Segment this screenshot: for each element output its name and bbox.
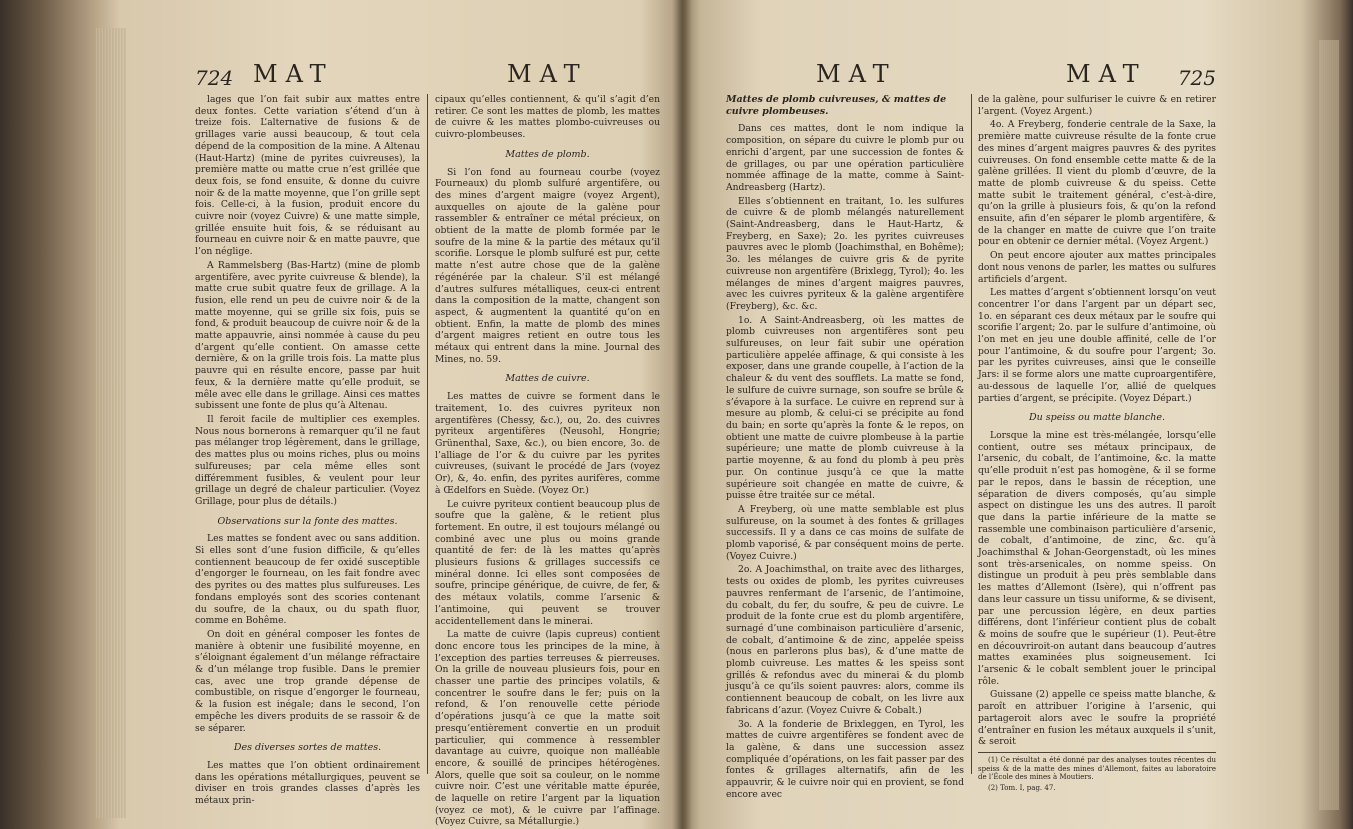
book-gutter <box>672 0 692 829</box>
column-rule <box>971 94 972 774</box>
running-title: MAT <box>816 60 897 88</box>
paragraph: Les mattes de cuivre se forment dans le traitement, 1o. des cuivres pyriteux non argentifères (Chessy, &c.), ou, 2o. des cuivres pyriteux argentifères (Neusohl, Hongrie; Grünenthal, Saxe, &c.), ou bien encore, 3o. de l’alliage de l’or & du cuivre par les pyrites cuivreuses, (suivant le procédé de Jars (voyez Or), &, 4o. enfin, des pyrites aurifères, comme à Œdelfors en Suède. (Voyez Or.) <box>435 391 660 496</box>
page-number: 724 <box>195 66 234 90</box>
column-rule <box>427 94 428 774</box>
paragraph: A Rammelsberg (Bas-Hartz) (mine de plomb argentifère, avec pyrite cuivreuse & blende), la matte crue subit quatre feux de grillage. A la fusion, elle rend un peu de cuivre noir & de la matte moyenne, qui se grille six fois, puis se fond, & produit beaucoup de cuivre noir & de la matte appauvrie, ainsi nommée à cause du peu d’argent qu’elle contient. On amasse cette dernière, & on la grille trois fois. La matte plus pauvre qui en résulte encore, passe par huit feux, & la dernière matte qu’elle produit, se mêle avec elle dans le grillage. Ainsi ces mattes subissent une fonte de plus qu’à Altenau. <box>195 259 420 412</box>
page-number: 725 <box>1177 66 1216 90</box>
section-heading: Observations sur la fonte des mattes. <box>217 515 398 527</box>
section-heading: Des diverses sortes de mattes. <box>233 742 382 754</box>
page-edges-left <box>96 28 126 818</box>
running-title: MAT <box>507 60 588 88</box>
footnotes <box>978 752 1216 792</box>
right-page <box>726 60 1216 800</box>
paragraph: Elles s’obtiennent en traitant, 1o. les sulfures de cuivre & de plomb mélangés naturellement (Saint-Andreasberg, dans le Haut-Hartz, & Freyberg, en Saxe); 2o. les pyrites cuivreuses pauvres avec le plomb (Joachimsthal, en Bohême); 3o. les mélanges de cuivre gris & de pyrite cuivreuse non argentifère (Brixlegg, Tyrol); 4o. les mélanges de mines d’argent maigres pauvres, avec les cuivres pyriteux & la galène argentifère (Freyberg), &c. &c. <box>726 195 964 312</box>
running-title: MAT <box>253 60 334 88</box>
paragraph: Guissane (2) appelle ce speiss matte blanche, & paroît en attribuer l’origine à l’arsenic, qui partageroit alors avec le soufre la propriété d’entraîner en fusion les métaux auxquels il s’unit, & seroit <box>978 689 1216 748</box>
section-heading: Mattes de plomb. <box>505 148 590 160</box>
paragraph: Dans ces mattes, dont le nom indique la composition, on sépare du cuivre le plomb pur ou enrichi d’argent, par une succession de fontes & de grillages, ou par une opération particulière nommée affinage de la matte, comme à Saint-Andreasberg (Hartz). <box>726 123 964 193</box>
section-heading: Mattes de cuivre. <box>505 373 590 385</box>
paragraph: Si l’on fond au fourneau courbe (voyez Fourneaux) du plomb sulfuré argentifère, ou des mines d’argent maigre (voyez Argent), auxquelles on ajoute de la galène pour rassembler & entraîner ce métal précieux, on obtient de la matte de plomb formée par le soufre de la mine & la partie des métaux qu’il scorifie. Lorsque le plomb sulfuré est pur, cette matte n’est autre chose que de la galène régénérée par la chaleur. S’il est mélangé d’autres sulfures métalliques, ceux-ci entrent dans la composition de la matte, changent son aspect, & augmentent la quantité qu’on en obtient. Enfin, la matte de plomb des mines d’argent maigres retient en outre tous les métaux qui entrent dans la mine. Journal des Mines, no. 59. <box>435 166 660 365</box>
section-heading: Du speiss ou matte blanche. <box>1029 412 1165 424</box>
text-column <box>435 94 660 828</box>
paragraph: 2o. A Joachimsthal, on traite avec des litharges, tests ou oxides de plomb, les pyrites cuivreuses pauvres renfermant de l’arsenic, de l’antimoine, du cobalt, du fer, du soufre, & peu de cuivre. Le produit de la fonte crue est du plomb argentifère, surnagé d’une combinaison particulière d’arsenic, de cobalt, d’antimoine & de zinc, appelée speiss (nous en parlerons plus bas), & d’une matte de plomb cuivreuse. Les mattes & les speiss sont grillés & refondus avec du minerai & du plomb jusqu’à ce qu’ils soient pauvres: alors, comme ils contiennent beaucoup de cobalt, on les livre aux fabricans d’azur. (Voyez Cuivre & Cobalt.) <box>726 564 964 716</box>
running-head-right <box>726 60 1216 94</box>
paragraph: Les mattes d’argent s’obtiennent lorsqu’on veut concentrer l’or dans l’argent par un départ sec, 1o. en séparant ces deux métaux par le soufre qui scorifie l’argent; 2o. par le sulfure d’antimoine, où l’on met en jeu une double affinité, celle de l’or pour l’antimoine, & du soufre pour l’argent; 3o. par les pyrites cuivreuses, ainsi que le conseille Jars: il se forme alors une matte cuproargentifère, au-dessous de laquelle l’or, allié de quelques parties d’argent, se précipite. (Voyez Départ.) <box>978 287 1216 404</box>
footnote: (2) Tom. I, pag. 47. <box>988 783 1056 792</box>
paragraph: Lorsque la mine est très-mélangée, lorsqu’elle contient, outre ses métaux principaux, de l’arsenic, du cobalt, de l’antimoine, &c. la matte qu’elle produit n’est pas homogène, & il se forme par le repos, dans le bassin de réception, une séparation de divers composés, qu’au simple aspect on distingue les uns des autres. Il paroît que dans la partie inférieure de la matte se rassemble une combinaison particulière d’arsenic, de cobalt, d’antimoine, de zinc, &c. qu’à Joachimsthal & Johan-Georgenstadt, où les mines sont très-arsenicales, on nomme speiss. On distingue un produit à peu près semblable dans les mattes d’Allemont (Isère), qui n’offrent pas dans leur cassure un tissu uniforme, & se divisent, par une percussion légère, en deux parties différens, dont l’inférieur contient plus de cobalt & moins de soufre que le supérieur (1). Peut-être en découvriroit-on autant dans beaucoup d’autres mattes examinées plus soigneusement. Ici l’arsenic & le cobalt semblent jouer le principal rôle. <box>978 429 1216 687</box>
paragraph: Il feroit facile de multiplier ces exemples. Nous nous bornerons à remarquer qu’il ne faut pas mélanger trop légèrement, dans le grillage, des mattes plus ou moins riches, plus ou moins sulfureuses; par cela même elles sont différemment fusibles, & veulent pour leur grillage un degré de chaleur particulier. (Voyez Grillage, pour plus de détails.) <box>195 413 420 507</box>
paragraph: Les mattes se fondent avec ou sans addition. Si elles sont d’une fusion difficile, & qu’elles contiennent beaucoup de fer oxidé susceptible d’engorger le fourneau, on les fait fondre avec des pyrites ou des mattes plus sulfureuses. Les fondans employés sont des scories contenant du soufre, de la chaux, ou du spath fluor, comme en Bohême. <box>195 533 420 627</box>
paragraph: 4o. A Freyberg, fonderie centrale de la Saxe, la première matte cuivreuse résulte de la fonte crue des mines d’argent maigres pauvres & des pyrites cuivreuses. On fond ensemble cette matte & de la galène grillées. Il vient du plomb d’œuvre, de la matte de plomb cuivreuse & du speiss. Cette matte subit le traitement général, c’est-à-dire, qu’on la grille à plusieurs fois, & qu’on la refond ensuite, afin d’en séparer le plomb argentifère, & de la changer en matte de cuivre que l’on traite pour en obtenir ce dernier métal. (Voyez Argent.) <box>978 119 1216 248</box>
paragraph: On peut encore ajouter aux mattes principales dont nous venons de parler, les mattes ou sulfures artificiels d’argent. <box>978 250 1216 285</box>
paragraph: 3o. A la fonderie de Brixleggen, en Tyrol, les mattes de cuivre argentifères se fondent avec de la galène, & dans une succession assez compliquée d’opérations, on les fait passer par des fontes & grillages alternatifs, afin de les appauvrir, & le cuivre noir qui en provient, se fond encore avec <box>726 718 964 800</box>
paragraph: 1o. A Saint-Andreasberg, où les mattes de plomb cuivreuses non argentifères sont peu sulfureuses, on leur fait subir une opération particulière appelée affinage, & qui consiste à les exposer, dans une grande coupelle, à l’action de la chaleur & du vent des soufflets. La matte se fond, le sulfure de cuivre surnage, son soufre se brûle & s’évapore à la surface. Le cuivre en reprend sur à mesure au plomb, & celui-ci se précipite au fond du bain; en sorte qu’après la fonte & le repos, on obtient une matte de cuivre plombeuse à la partie supérieure; une matte de plomb cuivreuse à la partie moyenne, & au fond du plomb à peu près pur. On continue jusqu’à ce que la matte supérieure soit changée en matte de cuivre, & puisse être traitée sur ce métal. <box>726 314 964 502</box>
text-column <box>726 94 964 800</box>
left-page <box>195 60 660 828</box>
paragraph: Le cuivre pyriteux contient beaucoup plus de soufre que la galène, & le retient plus fortement. En outre, il est toujours mélangé ou combiné avec une plus ou moins grande quantité de fer: de là les mattes qu’après plusieurs fusions & grillages successifs ce minéral donne. Ici elles sont composées de soufre, principe générique, de cuivre, de fer, & des métaux volatils, comme l’arsenic & l’antimoine, qui peuvent se trouver accidentellement dans le minerai. <box>435 498 660 627</box>
text-column <box>978 94 1216 792</box>
paragraph: cipaux qu’elles contiennent, & qu’il s’agit d’en retirer. Ce sont les mattes de plomb, les mattes de cuivre & les mattes plombo-cuivreuses ou cuivro-plombeuses. <box>435 94 660 141</box>
running-head-left <box>195 60 660 94</box>
page-edges-right <box>1319 40 1339 810</box>
paragraph: de la galène, pour sulfuriser le cuivre & en retirer l’argent. (Voyez Argent.) <box>978 94 1216 117</box>
section-heading: Mattes de plomb cuivreuses, & mattes de cuivre plombeuses. <box>726 94 947 117</box>
paragraph: A Freyberg, où une matte semblable est plus sulfureuse, on la soumet à des fontes & grillages successifs. Il y a dans ce cas moins de sulfate de plomb vaporisé, & par conséquent moins de perte. (Voyez Cuivre.) <box>726 503 964 562</box>
running-title: MAT <box>1066 60 1147 88</box>
text-column <box>195 94 420 807</box>
paragraph: La matte de cuivre (lapis cupreus) contient donc encore tous les principes de la mine, à l’exception des parties terreuses & pierreuses. On la grille de nouveau plusieurs fois, pour en chasser une partie des principes volatils, & concentrer le soufre dans le fer; puis on la refond, & l’on renouvelle cette période d’opérations jusqu’à ce que la matte soit presqu’entièrement convertie en un produit particulier, qui commence à ressembler davantage au cuivre, quoique non malléable encore, & souillé de principes hétérogènes. Alors, quelle que soit sa couleur, on le nomme cuivre noir. C’est une véritable matte épurée, de laquelle on retire l’argent par la liquation (voyez ce mot), & le cuivre par l’affinage. (Voyez Cuivre, sa Métallurgie.) <box>435 629 660 828</box>
paragraph: lages que l’on fait subir aux mattes entre deux fontes. Cette variation s’étend d’un à treize fois. L’alternative de fusions & de grillages varie aussi beaucoup, & tout cela dépend de la composition de la mine. A Altenau (Haut-Hartz) (mine de pyrites cuivreuses), la première matte ou matte crue n’est grillée que deux fois, se fond ensuite, & donne du cuivre noir & de la matte moyenne, que l’on grille sept fois. Celle-ci, à la fusion, produit encore du cuivre noir (voyez Cuivre) & une matte simple, grillée ensuite huit fois, & se réduisant au fourneau en cuivre noir & en matte pauvre, que l’on néglige. <box>195 94 420 258</box>
footnote: (1) Ce résultat a été donné par des analyses toutes récentes du speiss & de la matte des mines d’Allemont, faites au laboratoire de l’École des mines à Moutiers. <box>978 755 1216 782</box>
paragraph: On doit en général composer les fontes de manière à obtenir une fusibilité moyenne, en s’éloignant également d’un mélange réfractaire & d’un mélange trop fusible. Dans le premier cas, avec une trop grande dépense de combustible, on risque d’engorger le fourneau, & la fusion est inégale; dans le second, l’on empêche les divers produits de se rassoir & de se séparer. <box>195 628 420 734</box>
paragraph: Les mattes que l’on obtient ordinairement dans les opérations métallurgiques, peuvent se diviser en trois grandes classes d’après les métaux prin- <box>195 759 420 807</box>
